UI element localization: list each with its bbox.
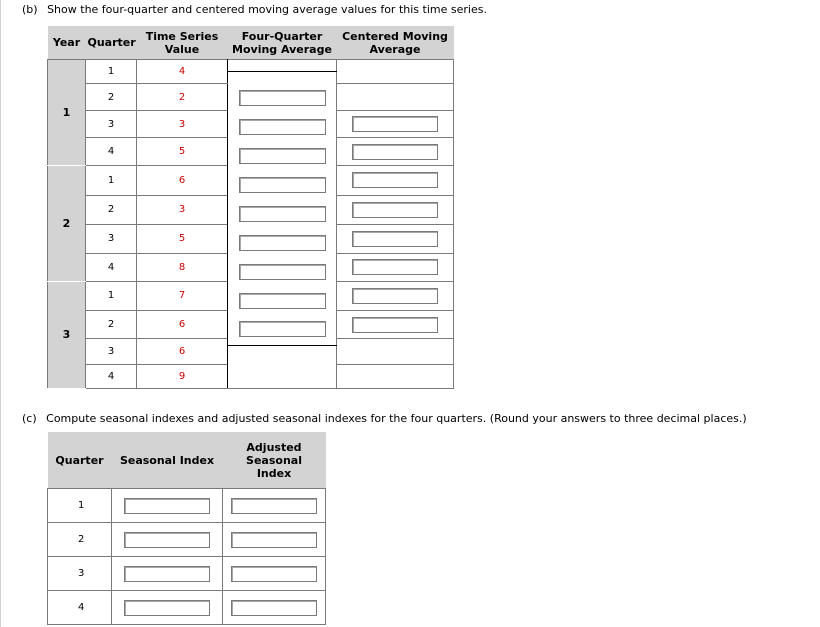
centered-input-cell <box>337 281 454 311</box>
quarter-cell: 1 <box>86 281 137 311</box>
adjusted-seasonal-index-input[interactable] <box>231 532 317 548</box>
four-quarter-input[interactable] <box>239 90 326 106</box>
quarter-cell: 4 <box>86 253 137 281</box>
header-row <box>48 432 326 489</box>
time-series-value-cell: 6 <box>137 339 228 365</box>
time-series-value-cell: 7 <box>137 281 228 311</box>
header-centered-moving-average <box>337 26 454 60</box>
header-year: Year <box>48 26 86 60</box>
four-quarter-input[interactable] <box>239 177 326 193</box>
seasonal-index-input[interactable] <box>124 566 210 582</box>
adjusted-seasonal-index-input[interactable] <box>231 498 317 514</box>
four-quarter-input[interactable] <box>239 148 326 164</box>
four-quarter-divider <box>228 71 337 72</box>
year-cell: 3 <box>48 281 86 389</box>
four-quarter-input[interactable] <box>239 321 326 337</box>
centered-empty-cell <box>337 365 454 389</box>
centered-moving-average-input[interactable] <box>352 231 438 247</box>
centered-moving-average-input[interactable] <box>352 317 438 333</box>
header-cm-line2: Average <box>369 42 421 56</box>
table-row <box>48 523 326 557</box>
quarter-cell: 4 <box>86 138 137 166</box>
header-time-series-value <box>137 26 228 60</box>
adjusted-index-cell <box>223 523 326 557</box>
centered-input-cell <box>337 195 454 224</box>
part-b-question <box>22 3 487 16</box>
time-series-value-cell: 5 <box>137 224 228 253</box>
quarter-cell: 1 <box>86 60 137 84</box>
four-quarter-stack <box>228 60 337 388</box>
header-adj-line1: Adjusted <box>246 440 302 454</box>
header-adj-line2: Seasonal <box>246 453 302 467</box>
header-four-quarter-moving-average <box>228 26 337 60</box>
seasonal-index-cell <box>112 489 223 523</box>
time-series-value-cell: 3 <box>137 111 228 138</box>
centered-moving-average-input[interactable] <box>352 259 438 275</box>
header-tsv-line1: Time Series <box>145 29 219 43</box>
table-row <box>48 557 326 591</box>
quarter-cell: 2 <box>48 523 112 557</box>
quarter-cell: 1 <box>48 489 112 523</box>
quarter-cell: 3 <box>86 224 137 253</box>
quarter-cell: 2 <box>86 84 137 111</box>
four-quarter-divider <box>228 345 337 346</box>
centered-moving-average-input[interactable] <box>352 202 438 218</box>
header-fq-line1: Four-Quarter <box>241 29 323 43</box>
four-quarter-input[interactable] <box>239 119 326 135</box>
header-quarter: Quarter <box>86 26 137 60</box>
quarter-cell: 2 <box>86 311 137 339</box>
quarter-cell: 3 <box>86 339 137 365</box>
header-row <box>48 26 454 60</box>
centered-input-cell <box>337 138 454 166</box>
time-series-value-cell: 5 <box>137 138 228 166</box>
header-tsv-line2: Value <box>164 42 200 56</box>
part-b-label: (b) <box>22 3 38 16</box>
time-series-value-cell: 2 <box>137 84 228 111</box>
seasonal-index-input[interactable] <box>124 498 210 514</box>
part-c-question <box>22 412 747 425</box>
table-row <box>48 60 454 84</box>
table-row <box>48 591 326 625</box>
centered-input-cell <box>337 253 454 281</box>
table-row <box>48 489 326 523</box>
centered-empty-cell <box>337 60 454 84</box>
year-cell: 2 <box>48 166 86 282</box>
time-series-value-cell: 9 <box>137 365 228 389</box>
seasonal-index-cell <box>112 557 223 591</box>
adjusted-seasonal-index-input[interactable] <box>231 600 317 616</box>
header-adj-line3: Index <box>256 466 292 480</box>
seasonal-index-input[interactable] <box>124 532 210 548</box>
seasonal-index-cell <box>112 591 223 625</box>
header-quarter: Quarter <box>48 432 112 489</box>
centered-moving-average-input[interactable] <box>352 116 438 132</box>
time-series-value-cell: 6 <box>137 166 228 196</box>
time-series-value-cell: 6 <box>137 311 228 339</box>
centered-empty-cell <box>337 84 454 111</box>
quarter-cell: 1 <box>86 166 137 196</box>
centered-empty-cell <box>337 339 454 365</box>
adjusted-index-cell <box>223 489 326 523</box>
adjusted-seasonal-index-input[interactable] <box>231 566 317 582</box>
part-c-prompt: Compute seasonal indexes and adjusted seasonal indexes for the four quarters. (Round your answers to three decimal places.) <box>46 412 747 425</box>
centered-input-cell <box>337 224 454 253</box>
quarter-cell: 3 <box>86 111 137 138</box>
seasonal-index-cell <box>112 523 223 557</box>
time-series-value-cell: 4 <box>137 60 228 84</box>
year-cell: 1 <box>48 60 86 166</box>
four-quarter-column <box>228 60 337 389</box>
header-cm-line1: Centered Moving <box>342 29 448 43</box>
centered-input-cell <box>337 166 454 196</box>
seasonal-index-input[interactable] <box>124 600 210 616</box>
quarter-cell: 4 <box>86 365 137 389</box>
header-fq-line2: Moving Average <box>232 42 332 56</box>
quarter-cell: 3 <box>48 557 112 591</box>
page-left-border <box>0 0 1 627</box>
part-b-prompt: Show the four-quarter and centered moving average values for this time series. <box>47 3 487 16</box>
time-series-value-cell: 8 <box>137 253 228 281</box>
four-quarter-input[interactable] <box>239 264 326 280</box>
header-seasonal-index: Seasonal Index <box>112 432 223 489</box>
adjusted-index-cell <box>223 557 326 591</box>
moving-average-table <box>47 26 454 389</box>
centered-input-cell <box>337 111 454 138</box>
centered-moving-average-input[interactable] <box>352 144 438 160</box>
four-quarter-input[interactable] <box>239 293 326 309</box>
four-quarter-input[interactable] <box>239 235 326 251</box>
centered-moving-average-input[interactable] <box>352 172 438 188</box>
seasonal-index-table <box>47 432 326 625</box>
four-quarter-input[interactable] <box>239 206 326 222</box>
centered-input-cell <box>337 311 454 339</box>
quarter-cell: 4 <box>48 591 112 625</box>
part-c-label: (c) <box>22 412 37 425</box>
adjusted-index-cell <box>223 591 326 625</box>
quarter-cell: 2 <box>86 195 137 224</box>
header-adjusted-seasonal-index <box>223 432 326 489</box>
centered-moving-average-input[interactable] <box>352 288 438 304</box>
time-series-value-cell: 3 <box>137 195 228 224</box>
